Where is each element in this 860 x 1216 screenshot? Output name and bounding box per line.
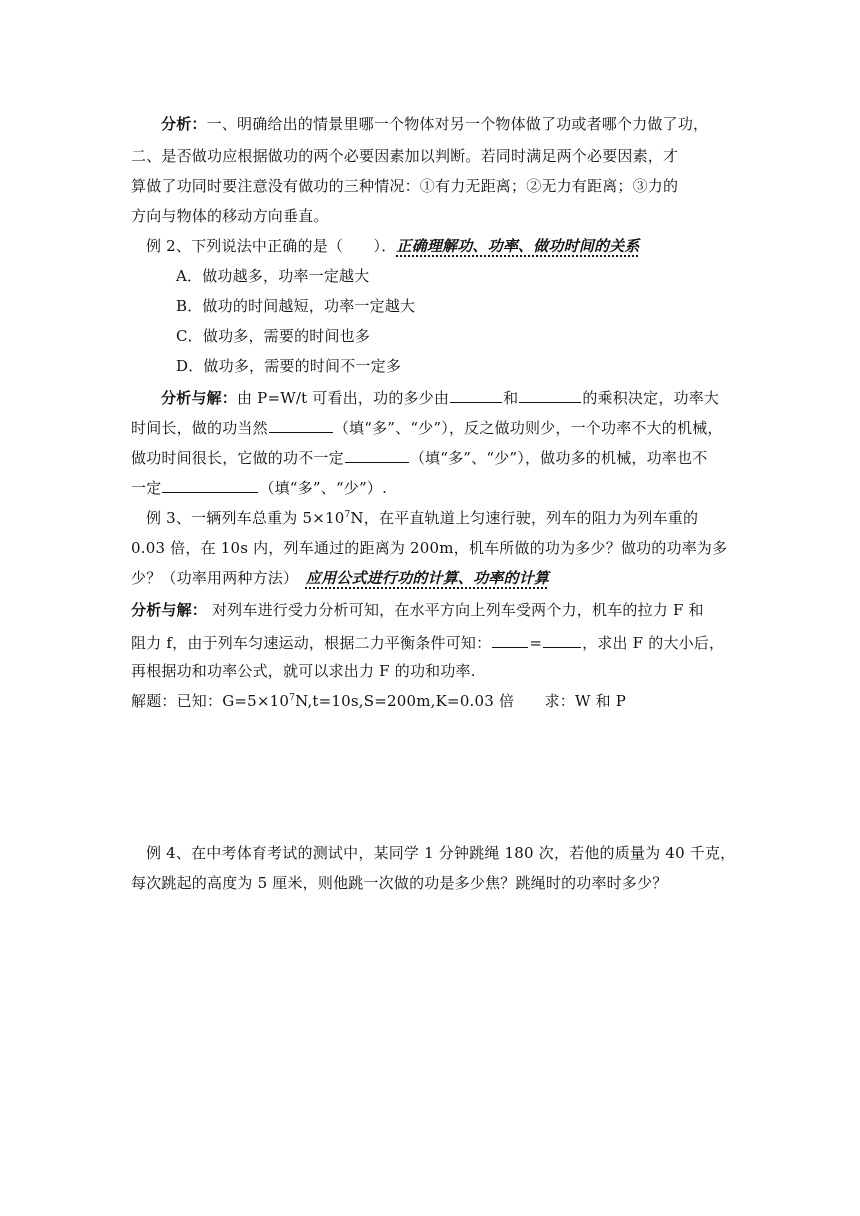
equals-sign: = bbox=[529, 634, 543, 652]
example-2-analysis-text: （填“多”、“少”），反之做功则少，一个功率不大的机械， bbox=[333, 419, 723, 437]
fill-blank-2[interactable] bbox=[519, 386, 581, 403]
example-3-text: N，在平直轨道上匀速行驶，列车的阻力为列车重的 bbox=[350, 509, 699, 527]
example-2-analysis-text: 时间长，做的功当然 bbox=[131, 419, 268, 437]
example-3-analysis-text: 对列车进行受力分析可知，在水平方向上列车受两个力，机车的拉力 F 和 bbox=[207, 601, 704, 619]
example-2-analysis-line-2 bbox=[131, 416, 731, 438]
fill-blank-6[interactable] bbox=[492, 631, 528, 648]
example-2-analysis-text: 和 bbox=[503, 389, 519, 407]
fill-blank-7[interactable] bbox=[543, 631, 581, 648]
option-a: A．做功越多，功率一定越大 bbox=[176, 267, 370, 285]
fill-blank-3[interactable] bbox=[269, 416, 333, 433]
fill-blank-4[interactable] bbox=[345, 446, 409, 463]
analysis-line-4: 方向与物体的移动方向垂直。 bbox=[131, 207, 329, 225]
analysis-line-1 bbox=[161, 114, 761, 134]
example-2-analysis-line-4 bbox=[131, 476, 731, 498]
example-3-analysis-text: ，求出 F 的大小后， bbox=[582, 634, 725, 652]
example-4-line-1: 例 4、在中考体育考试的测试中，某同学 1 分钟跳绳 180 次，若他的质量为 40 千克， bbox=[146, 844, 736, 862]
example-2-analysis-text: （填“多”、“少”）. bbox=[259, 479, 388, 497]
analysis-label: 分析： bbox=[161, 115, 207, 133]
example-3-line-3 bbox=[131, 568, 731, 588]
exponent: 7 bbox=[344, 510, 351, 520]
analysis-line-3: 算做了功同时要注意没有做功的三种情况：①有力无距离；②无力有距离；③力的 bbox=[131, 177, 679, 195]
example-4-line-2: 每次跳起的高度为 5 厘米，则他跳一次做的功是多少焦？跳绳时的功率时多少？ bbox=[131, 874, 668, 892]
example-3-analysis-line-3: 再根据功和功率公式，就可以求出力 F 的功和功率. bbox=[131, 662, 476, 680]
exponent: 7 bbox=[289, 693, 296, 703]
example-2-question bbox=[146, 236, 746, 256]
example-3-line-2: 0.03 倍，在 10s 内，列车通过的距离为 200m，机车所做的功为多少？做功的功率为多 bbox=[131, 539, 728, 557]
example-2-analysis-line-1 bbox=[161, 386, 761, 408]
example-3-text: 例 3、一辆列车总重为 5×10 bbox=[146, 509, 345, 527]
example-2-analysis-text: 一定 bbox=[131, 479, 162, 497]
fill-blank-5[interactable] bbox=[162, 476, 258, 493]
solution-text: N,t=10s,S=200m,K=0.03 倍 求：W 和 P bbox=[295, 692, 627, 710]
example-2-analysis-text: 的乘积决定，功率大 bbox=[582, 389, 720, 407]
example-2-analysis-text: 做功时间很长，它做的功不一定 bbox=[131, 449, 344, 467]
example-3-text: 少？（功率用两种方法） bbox=[131, 569, 306, 587]
example-2-question-text: 例 2、下列说法中正确的是（ ）． bbox=[146, 237, 397, 255]
option-d: D．做功多，需要的时间不一定多 bbox=[176, 357, 402, 375]
example-2-topic-tag: 正确理解功、功率、做功时间的关系 bbox=[396, 237, 640, 255]
example-3-analysis-label: 分析与解： bbox=[131, 601, 208, 619]
example-3-solution bbox=[131, 691, 731, 711]
analysis-text-1: 一、明确给出的情景里哪一个物体对另一个物体做了功或者哪个力做了功， bbox=[206, 115, 709, 133]
option-b: B．做功的时间越短，功率一定越大 bbox=[176, 297, 416, 315]
analysis-line-2: 二、是否做功应根据做功的两个必要因素加以判断。若同时满足两个必要因素，才 bbox=[131, 147, 679, 165]
option-c: C．做功多，需要的时间也多 bbox=[176, 327, 371, 345]
solution-text: 解题：已知：G=5×10 bbox=[131, 692, 290, 710]
example-3-analysis-text: 阻力 f，由于列车匀速运动，根据二力平衡条件可知： bbox=[131, 634, 492, 652]
example-3-topic-tag: 应用公式进行功的计算、功率的计算 bbox=[305, 569, 550, 587]
fill-blank-1[interactable] bbox=[450, 386, 502, 403]
example-2-analysis-text: （填“多”、“少”），做功多的机械，功率也不 bbox=[409, 449, 708, 467]
example-3-analysis-line-2 bbox=[131, 631, 731, 653]
example-2-analysis-line-3 bbox=[131, 446, 731, 468]
example-2-analysis-label: 分析与解： bbox=[161, 389, 238, 407]
example-3-analysis-line-1 bbox=[131, 600, 731, 620]
example-3-line-1 bbox=[146, 508, 746, 528]
example-2-analysis-text: 由 P=W/t 可看出，功的多少由 bbox=[237, 389, 450, 407]
